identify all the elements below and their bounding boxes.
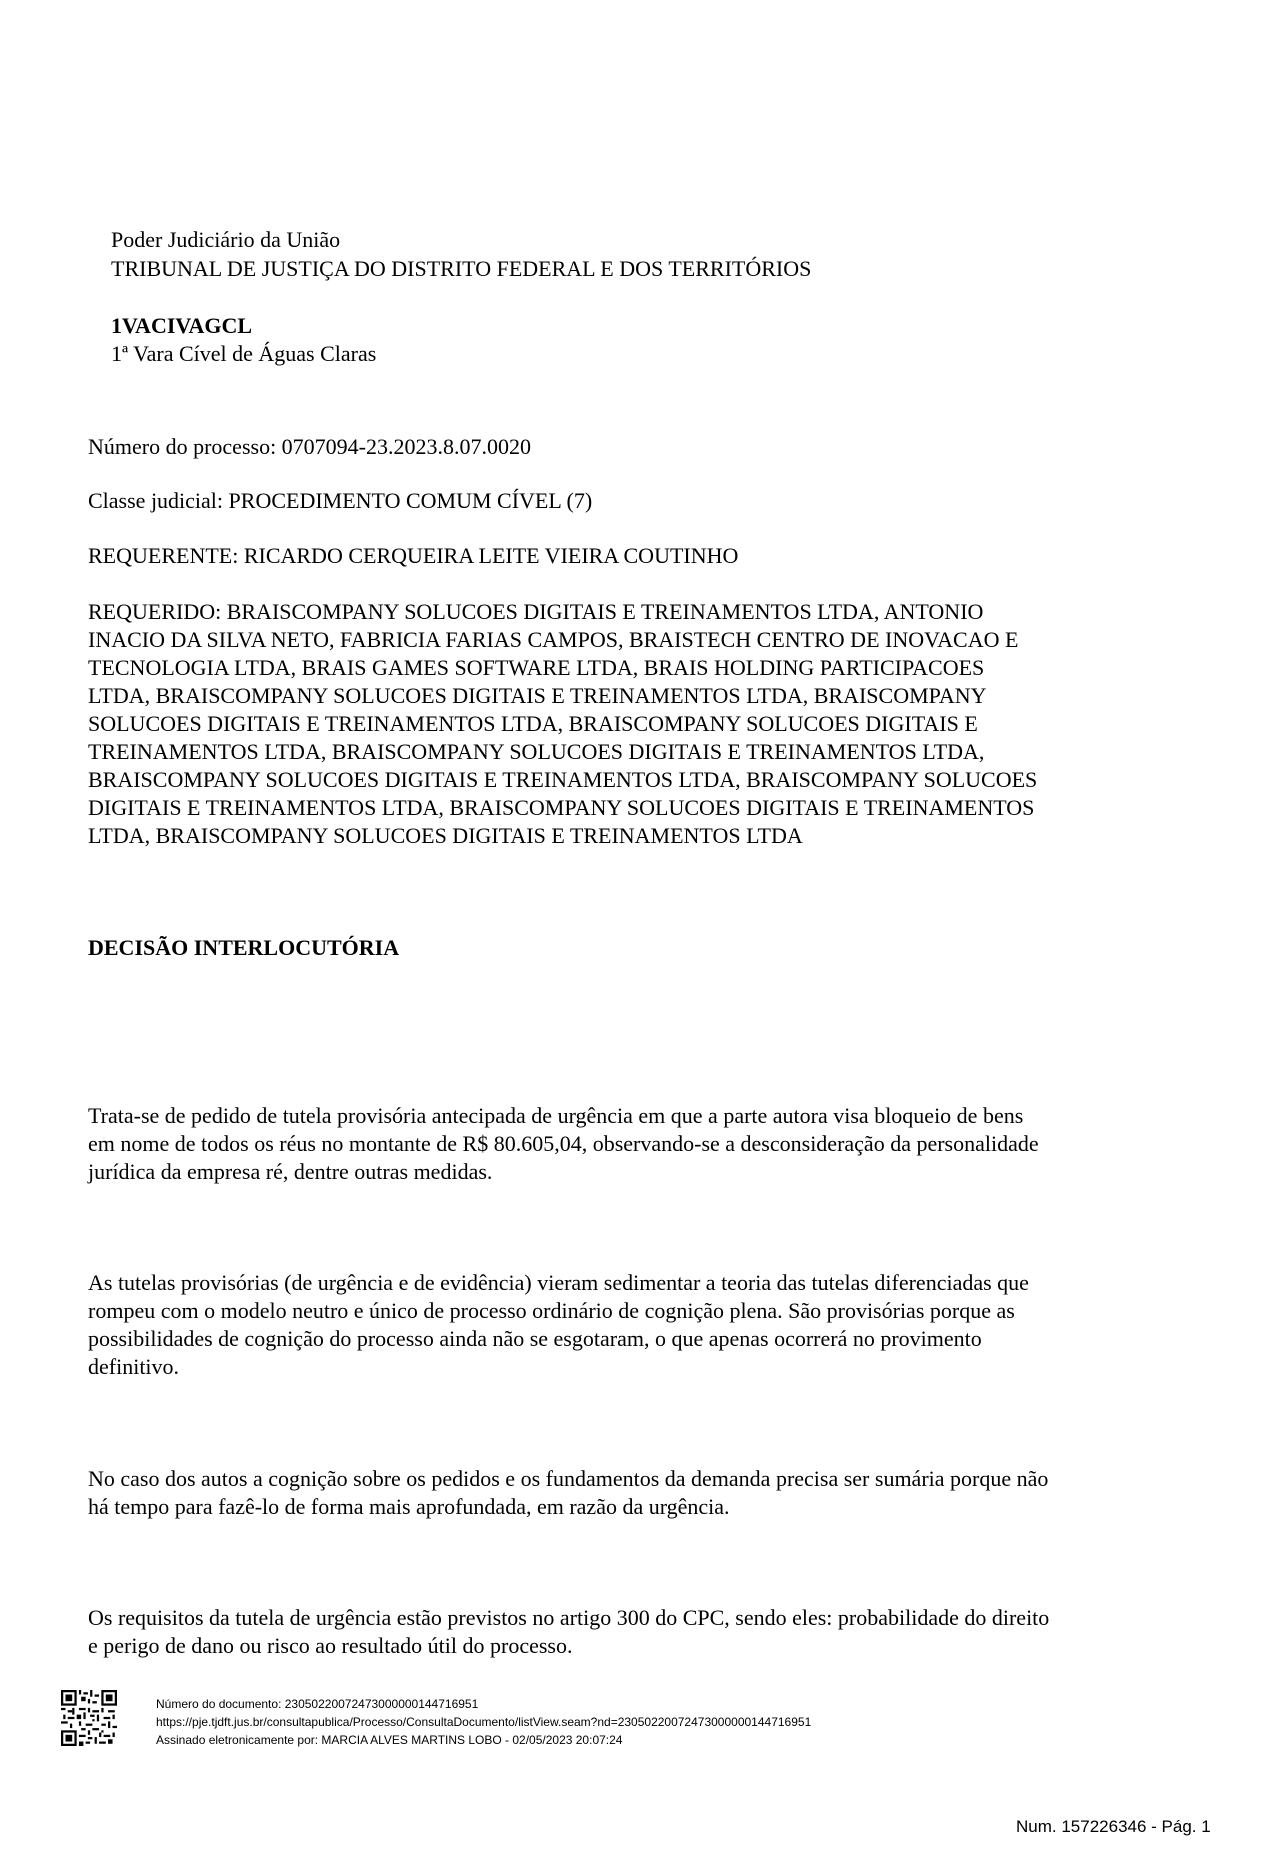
decision-title: DECISÃO INTERLOCUTÓRIA [88,935,400,960]
paragraph-line: definitivo. [88,1354,180,1379]
paragraph-line: há tempo para fazê-lo de forma mais aprofundada, em razão da urgência. [88,1494,730,1519]
paragraph-line: possibilidades de cognição do processo ainda não se esgotaram, o que apenas ocorrerá no provimento [88,1326,982,1351]
paragraph-line: em nome de todos os réus no montante de R$ 80.605,04, observando-se a desconsideração da personalidade [88,1131,1039,1156]
footer-url[interactable]: https://pje.tjdft.jus.br/consultapublica/Processo/ConsultaDocumento/listView.seam?nd=23050220072473000000144716951 [156,1715,812,1729]
paragraph-line: jurídica da empresa ré, dentre outras medidas. [88,1159,493,1184]
case-requerente: REQUERENTE: RICARDO CERQUEIRA LEITE VIEIRA COUTINHO [88,543,739,568]
requerido-line: TECNOLOGIA LTDA, BRAIS GAMES SOFTWARE LTDA, BRAIS HOLDING PARTICIPACOES [88,655,985,680]
requerido-line: REQUERIDO: BRAISCOMPANY SOLUCOES DIGITAIS E TREINAMENTOS LTDA, ANTONIO [88,599,984,624]
requerido-line: TREINAMENTOS LTDA, BRAISCOMPANY SOLUCOES DIGITAIS E TREINAMENTOS LTDA, [88,739,985,764]
paragraph-line: No caso dos autos a cognição sobre os pedidos e os fundamentos da demanda precisa ser sumária porque não [88,1466,1049,1491]
requerido-line: BRAISCOMPANY SOLUCOES DIGITAIS E TREINAMENTOS LTDA, BRAISCOMPANY SOLUCOES [88,767,1038,792]
requerido-line: SOLUCOES DIGITAIS E TREINAMENTOS LTDA, BRAISCOMPANY SOLUCOES DIGITAIS E [88,711,978,736]
court-code: 1VACIVAGCL [111,313,253,338]
requerido-line: LTDA, BRAISCOMPANY SOLUCOES DIGITAIS E TREINAMENTOS LTDA, BRAISCOMPANY [88,683,987,708]
court-name: 1ª Vara Cível de Águas Claras [111,341,377,366]
paragraph-line: As tutelas provisórias (de urgência e de evidência) vieram sedimentar a teoria das tutelas diferenciadas que [88,1270,1029,1295]
page-number: Num. 157226346 - Pág. 1 [1016,1817,1211,1836]
paragraph-line: Trata-se de pedido de tutela provisória antecipada de urgência em que a parte autora visa bloqueio de bens [88,1103,1024,1128]
footer-doc-number: Número do documento: 23050220072473000000144716951 [156,1697,479,1711]
requerido-line: INACIO DA SILVA NETO, FABRICIA FARIAS CAMPOS, BRAISTECH CENTRO DE INOVACAO E [88,627,1019,652]
requerido-line: DIGITAIS E TREINAMENTOS LTDA, BRAISCOMPANY SOLUCOES DIGITAIS E TREINAMENTOS [88,795,1035,820]
header-line-1: Poder Judiciário da União [111,227,341,252]
header-line-2: TRIBUNAL DE JUSTIÇA DO DISTRITO FEDERAL E DOS TERRITÓRIOS [111,256,812,281]
qr-code-icon [61,1690,117,1746]
case-number: Número do processo: 0707094-23.2023.8.07.0020 [88,434,532,459]
requerido-line: LTDA, BRAISCOMPANY SOLUCOES DIGITAIS E TREINAMENTOS LTDA [88,823,803,848]
footer-signed: Assinado eletronicamente por: MARCIA ALVES MARTINS LOBO - 02/05/2023 20:07:24 [156,1733,623,1747]
paragraph-line: rompeu com o modelo neutro e único de processo ordinário de cognição plena. São provisórias porque as [88,1298,1015,1323]
paragraph-line: Os requisitos da tutela de urgência estão previstos no artigo 300 do CPC, sendo eles: probabilidade do direito [88,1605,1050,1630]
case-class: Classe judicial: PROCEDIMENTO COMUM CÍVEL (7) [88,488,593,513]
paragraph-line: e perigo de dano ou risco ao resultado útil do processo. [88,1633,573,1658]
